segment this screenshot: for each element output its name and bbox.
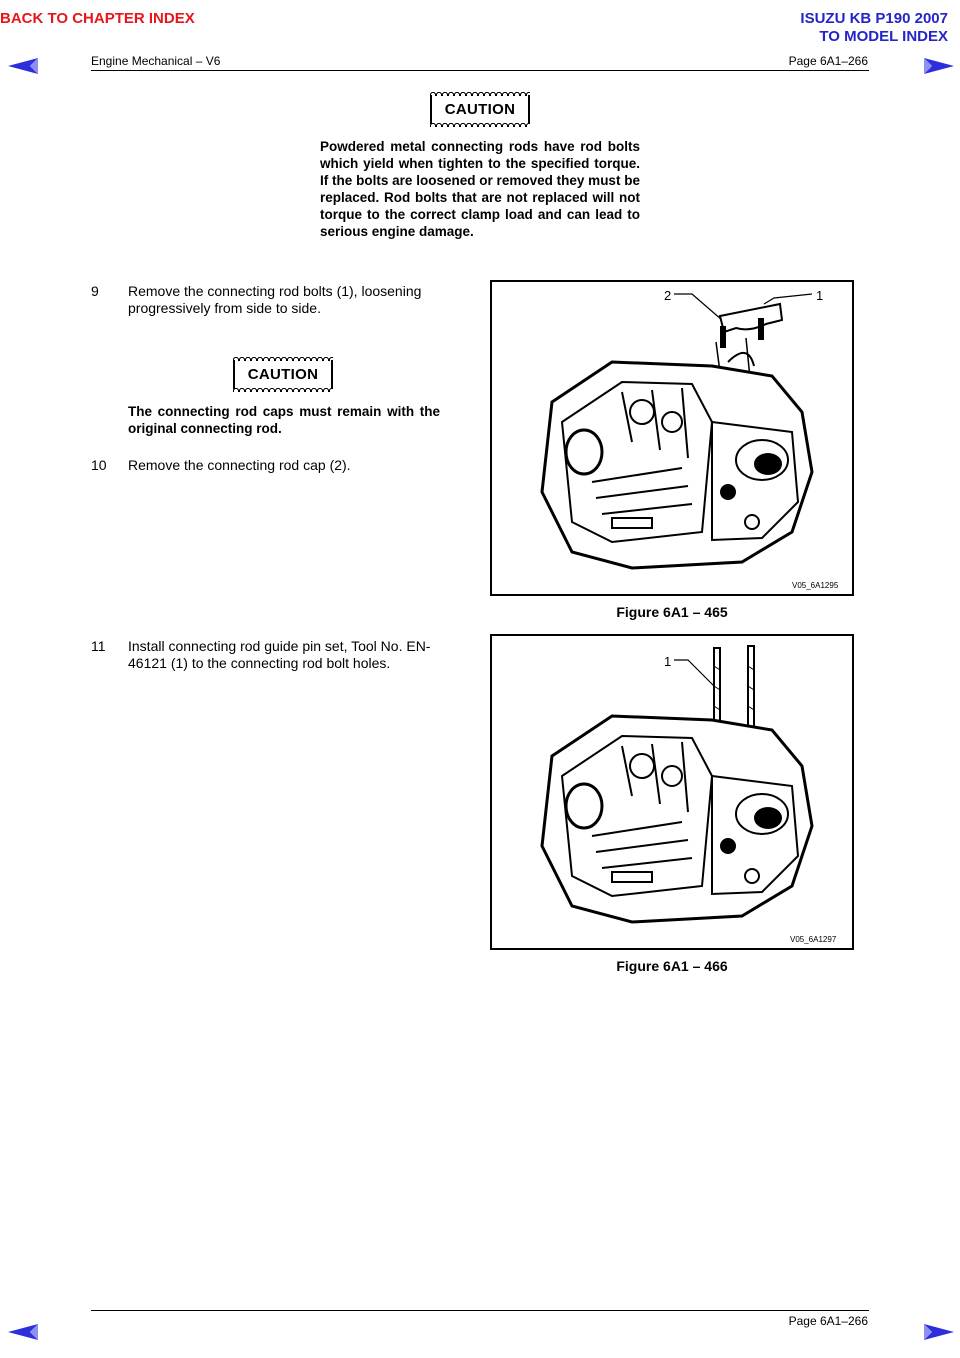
step-text: Install connecting rod guide pin set, Tool No. EN-46121 (1) to the connecting rod bolt holes. — [128, 638, 431, 671]
callout-number: 1 — [816, 288, 824, 303]
step-number: 9 — [91, 283, 99, 299]
section-title: Engine Mechanical – V6 — [91, 54, 221, 68]
figure-engine-guide-pins — [490, 634, 854, 950]
prev-page-arrow-icon[interactable] — [8, 1324, 40, 1340]
caution-text-top: Powdered metal connecting rods have rod bolts which yield when tighten to the specified torque. If the bolts are loosened or removed they must be replaced. Rod bolts that are not replaced will not torque to the correct clamp load and can lead to serious engine damage. — [320, 139, 640, 239]
figure-code: V05_6A1297 — [790, 935, 837, 944]
engine-block-illustration — [492, 636, 852, 948]
header-rule — [91, 70, 869, 71]
callout-number: 1 — [664, 654, 672, 669]
step-number: 10 — [91, 457, 107, 473]
model-index-label: TO MODEL INDEX — [819, 28, 948, 45]
next-page-arrow-icon[interactable] — [922, 1324, 954, 1340]
footer-page-number: Page 6A1–266 — [788, 1314, 868, 1328]
callout-number: 2 — [664, 288, 672, 303]
next-page-arrow-icon[interactable] — [922, 58, 954, 74]
step-text: Remove the connecting rod bolts (1), loosening progressively from side to side. — [128, 283, 422, 316]
footer-rule — [91, 1310, 869, 1311]
figure-engine-rod-cap — [490, 280, 854, 596]
caution-label-top: CAUTION — [430, 95, 530, 124]
figure-code: V05_6A1295 — [792, 581, 839, 590]
prev-page-arrow-icon[interactable] — [8, 58, 40, 74]
caution-label-mid: CAUTION — [233, 360, 333, 389]
caution-text-mid: The connecting rod caps must remain with the original connecting rod. — [128, 404, 440, 436]
model-title: ISUZU KB P190 2007 — [800, 10, 948, 27]
figure-caption: Figure 6A1 – 466 — [616, 958, 728, 974]
figure-caption: Figure 6A1 – 465 — [616, 604, 728, 620]
step-text: Remove the connecting rod cap (2). — [128, 457, 351, 473]
step-number: 11 — [91, 638, 106, 654]
header-page-number: Page 6A1–266 — [788, 54, 868, 68]
engine-block-illustration — [492, 282, 852, 594]
model-index-link[interactable] — [688, 10, 948, 46]
back-to-chapter-link[interactable]: BACK TO CHAPTER INDEX — [0, 10, 195, 27]
